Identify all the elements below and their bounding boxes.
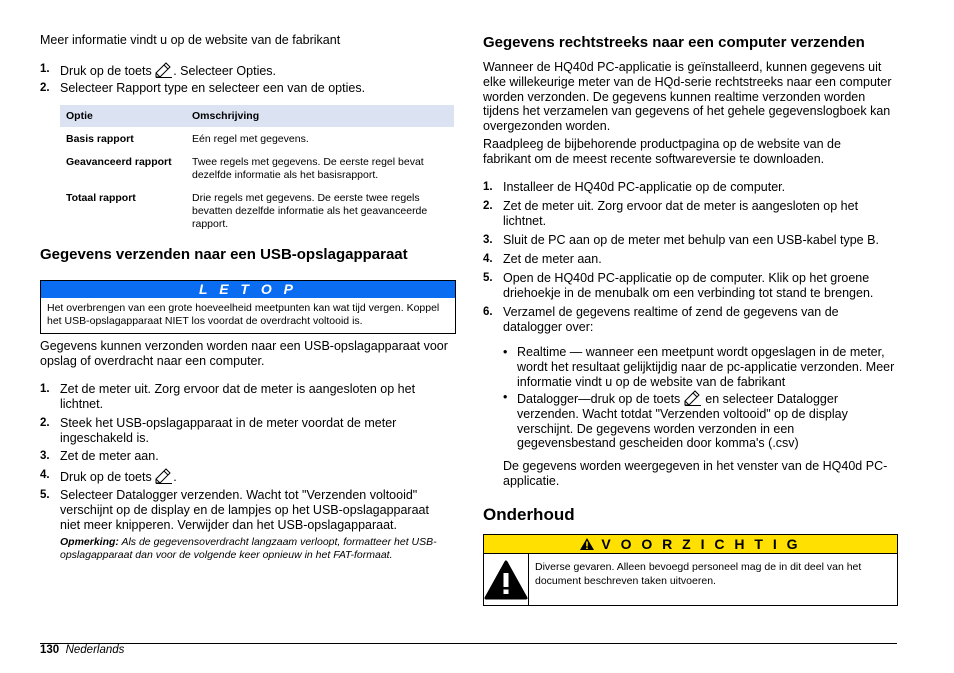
warning-icon	[580, 538, 594, 550]
footer-divider	[40, 643, 897, 644]
usb-intro: Gegevens kunnen verzonden worden naar een USB-opslagapparaat voor opslag of overdracht naar een computer.	[40, 339, 448, 368]
computer-step-5: 5. Open de HQ40d PC-applicatie op de computer. Klik op het groene driehoekje in de menubalk om een verbinding tot stand te brengen.	[483, 271, 874, 300]
remark	[60, 536, 450, 562]
report-options-table	[60, 105, 454, 235]
caution-box	[483, 534, 898, 606]
computer-step-6: 6. Verzamel de gegevens realtime of zend de gegevens van de datalogger over:	[483, 305, 839, 334]
pencil-icon	[155, 62, 173, 78]
table-row: Totaal rapport Drie regels met gegevens. De eerste twee regels bevatten dezelfde informatie als het geavanceerde rapport.	[66, 192, 428, 230]
maintenance-heading: Onderhoud	[483, 505, 575, 524]
usb-step-4: 4. Druk op de toets .	[40, 469, 177, 484]
computer-step-3: 3. Sluit de PC aan op de meter met behulp van een USB-kabel type B.	[483, 233, 879, 247]
bullet-dot: •	[503, 390, 508, 404]
table-header: Optie	[60, 105, 186, 127]
remark-label: Opmerking:	[60, 536, 119, 548]
page-number: 130	[40, 644, 60, 656]
bullet-realtime: • Realtime — wanneer een meetpunt wordt opgeslagen in de meter, wordt het resultaat gelijktijdig naar de pc-applicatie verzonden. Meer informatie vindt u op de website van de fabrikant	[503, 345, 895, 389]
usb-step-5: 5. Selecteer Datalogger verzenden. Wacht tot "Verzenden voltooid" verschijnt op de display en de lampjes op het USB-opslagapparaat niet meer knipperen. Verwijder dan het USB-opslagapparaat.	[40, 488, 429, 532]
pencil-icon	[155, 468, 173, 484]
caution-title: V O O R Z I C H T I G	[484, 535, 897, 554]
computer-step-4: 4. Zet de meter aan.	[483, 252, 602, 266]
usb-step-3: 3. Zet de meter aan.	[40, 449, 159, 463]
page-footer	[40, 644, 124, 656]
caution-text: Diverse gevaren. Alleen bevoegd personeel mag de in dit deel van het document beschreven taken uitvoeren.	[535, 561, 862, 587]
hazard-icon	[484, 554, 529, 605]
computer-para-1: Wanneer de HQ40d PC-applicatie is geïnstalleerd, kunnen gegevens uit elke willekeurige meter van de HQd-serie rechtstreeks naar een computer worden verzonden. De gegevens kunnen realtime verzonden worden tijdens het verzamelen van gegevens of het gehele gegevenslogboek kan overgezonden worden.	[483, 60, 892, 134]
pencil-icon	[684, 390, 702, 406]
note-title: L E T O P	[41, 281, 455, 298]
usb-step-2: 2. Steek het USB-opslagapparaat in de meter voordat de meter ingeschakeld is.	[40, 416, 397, 445]
note-box	[40, 280, 456, 334]
computer-para-2: Raadpleeg de bijbehorende productpagina op de website van de fabrikant om de meest recente softwareversie te downloaden.	[483, 137, 841, 166]
closing-text: De gegevens worden weergegeven in het venster van de HQ40d PC-applicatie.	[503, 459, 888, 488]
table-row: Basis rapport Eén regel met gegevens.	[66, 133, 309, 145]
usb-step-1: 1. Zet de meter uit. Zorg ervoor dat de meter is aangesloten op het lichtnet.	[40, 382, 416, 411]
table-header: Omschrijving	[186, 105, 454, 127]
bullet-datalogger: • Datalogger—druk op de toets en selecteer Datalogger verzenden. Wacht totdat "Verzenden voltooid" op de display verschijnt. De gegevens worden verzonden in een gegevensbestand gescheiden door komma's (.csv)	[503, 390, 848, 451]
bullet-dot: •	[503, 345, 508, 359]
usb-heading: Gegevens verzenden naar een USB-opslagapparaat	[40, 246, 408, 263]
note-text: Het overbrengen van een grote hoeveelheid meetpunten kan wat tijd vergen. Koppel het USB-opslagapparaat NIET los voordat de overdracht voltooid is.	[47, 302, 440, 327]
computer-heading: Gegevens rechtstreeks naar een computer verzenden	[483, 34, 865, 51]
footer-language: Nederlands	[65, 644, 125, 656]
step-2: 2. Selecteer Rapport type en selecteer een van de opties.	[40, 81, 366, 95]
computer-step-2: 2. Zet de meter uit. Zorg ervoor dat de meter is aangesloten op het lichtnet.	[483, 199, 859, 228]
step-1: 1. Druk op de toets . Selecteer Opties.	[40, 63, 277, 78]
intro-text: Meer informatie vindt u op de website van de fabrikant	[40, 33, 341, 47]
table-header-row	[60, 105, 454, 127]
computer-step-1: 1. Installeer de HQ40d PC-applicatie op de computer.	[483, 180, 786, 194]
table-row: Geavanceerd rapport Twee regels met gegevens. De eerste regel bevat dezelfde informatie als het basisrapport.	[66, 156, 424, 181]
remark-text: Als de gegevensoverdracht langzaam verloopt, formatteer het USB-opslagapparaat dan voor de volgende keer opnieuw in het FAT-formaat.	[60, 536, 437, 561]
